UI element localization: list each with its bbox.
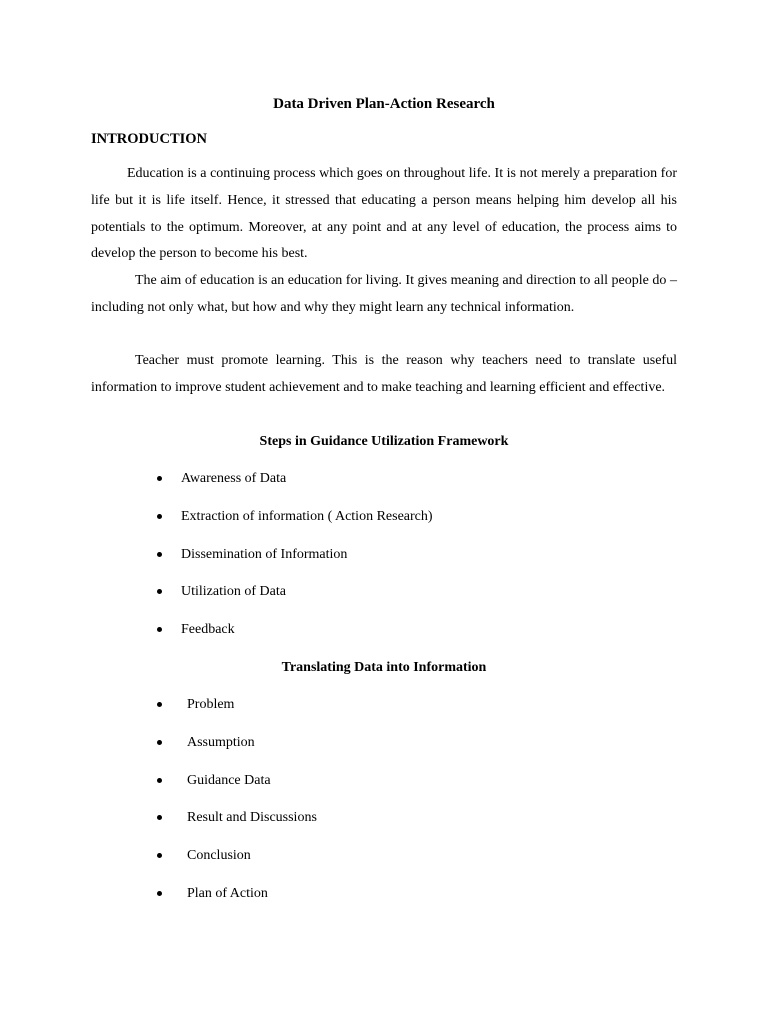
list-item-text: Assumption bbox=[187, 734, 255, 750]
document-title: Data Driven Plan-Action Research bbox=[273, 96, 495, 112]
list-item-text: Utilization of Data bbox=[181, 584, 286, 600]
list-item-text: Problem bbox=[187, 697, 235, 712]
section-heading-introduction: INTRODUCTION bbox=[91, 131, 208, 147]
steps-heading: Steps in Guidance Utilization Framework bbox=[259, 434, 509, 449]
list-item-text: Awareness of Data bbox=[181, 471, 287, 486]
list-item-text: Dissemination of Information bbox=[181, 546, 348, 562]
translating-heading: Translating Data into Information bbox=[281, 660, 487, 675]
bullet-icon bbox=[157, 514, 162, 519]
list-item-text: Feedback bbox=[181, 622, 235, 638]
bullet-icon bbox=[157, 702, 162, 707]
bullet-icon bbox=[157, 853, 162, 858]
bullet-icon bbox=[157, 815, 162, 820]
paragraph-3: Teacher must promote learning. This is the reason why teachers need to translate useful information to improve student achievement and to make teaching and learning efficient and effective. bbox=[91, 353, 677, 395]
list-item-text: Plan of Action bbox=[187, 885, 268, 901]
bullet-icon bbox=[157, 627, 162, 632]
list-item-text: Conclusion bbox=[187, 848, 251, 864]
bullet-icon bbox=[157, 740, 162, 745]
list-item-text: Result and Discussions bbox=[187, 810, 317, 826]
bullet-icon bbox=[157, 476, 162, 481]
bullet-icon bbox=[157, 891, 162, 896]
bullet-icon bbox=[157, 552, 162, 557]
list-item-text: Extraction of information ( Action Research) bbox=[181, 508, 433, 524]
bullet-icon bbox=[157, 778, 162, 783]
list-item-text: Guidance Data bbox=[187, 772, 271, 788]
paragraph-1: Education is a continuing process which goes on throughout life. It is not merely a preparation for life but it is life itself. Hence, it stressed that educating a person means helping him develop all his potentials to the optimum. Moreover, at any point and at any level of education, the process aims to develop the person to become his best. bbox=[91, 166, 677, 262]
bullet-icon bbox=[157, 589, 162, 594]
paragraph-2: The aim of education is an education for living. It gives meaning and direction to all people do – including not only what, but how and why they might learn any technical information. bbox=[91, 273, 677, 315]
